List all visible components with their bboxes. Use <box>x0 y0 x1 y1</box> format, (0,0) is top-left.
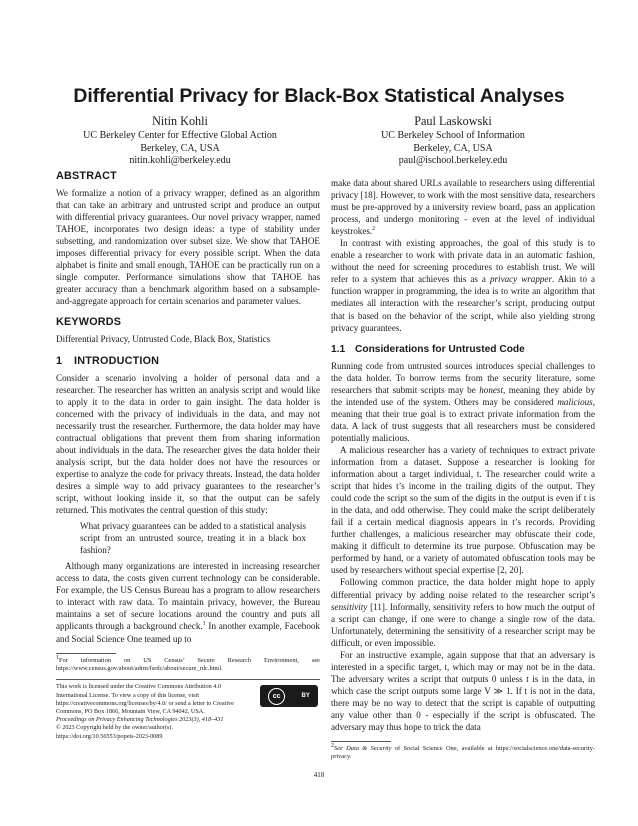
author-name: Paul Laskowski <box>414 114 492 128</box>
footnote-2 <box>331 742 596 762</box>
text-span: In contrast with existing approaches, the goal of this study is to enable a researcher to work with private data in an automatic fashion, without the need for screening procedures to establish trust. We will refer to a system that achieves this as a <box>331 238 595 285</box>
author-affiliation: UC Berkeley School of Information <box>381 130 525 141</box>
right-paragraph-6: For an instructive example, again suppose that that an adversary is interested in a specific target, t, which may or may not be in the data. The adversary writes a script that outputs 0 unless t is in the data, in which case the script outputs some large V ≫ 1. If t is not in the data, there may be no way to detect that the script is capable of outputting any value other than 0 - especially if the script is obfuscated. The adversary may thus hope to trick the data <box>331 649 595 733</box>
footnote-1 <box>56 654 320 674</box>
doi-link[interactable]: https://doi.org/10.56553/popets-2023-0089 <box>56 732 163 740</box>
text-span: Running code from untrusted sources introduces special challenges to the data holder. To borrow terms from the security literature, some researchers that submit scripts may be <box>331 360 595 395</box>
license-block <box>56 679 320 740</box>
right-paragraph-1-text: make data about shared URLs available to researchers using differential privacy [18]. However, to work with the most sensitive data, researchers must be pre-approved by a university review board, pass an application process, and undergo monitoring - even at the level of individual keystrokes. <box>331 178 595 237</box>
right-paragraph-1 <box>331 177 595 237</box>
author-block-2 <box>333 114 573 168</box>
right-column <box>331 177 595 762</box>
intro-paragraph-2 <box>56 560 320 644</box>
footnotes-left <box>56 653 320 674</box>
footnote-rule <box>56 653 116 654</box>
by-icon: BY <box>301 693 310 700</box>
author-name: Nitin Kohli <box>152 114 208 128</box>
intro-paragraph-2-text: Although many organizations are interested in increasing researcher access to data, the costs given current technology can be considerable. For example, the US Census Bureau has a program to allow researchers to interact with raw data. To maintain privacy, however, the Bureau maintains a set of secure locations around the country and puts all applicants through a background check. <box>56 561 320 632</box>
emphasis-term: honest <box>479 384 503 395</box>
text-span: , meaning that their true goal is to extract private information from the data. A lack of trust suggests that all researchers must be considered potentially malicious. <box>331 396 595 443</box>
paper-title: Differential Privacy for Black-Box Statistical Analyses <box>73 85 565 107</box>
text-span: , meaning they abide by the intended use of the system. Others may be considered <box>331 384 595 407</box>
author-email: paul@ischool.berkeley.edu <box>398 155 508 167</box>
keywords-text: Differential Privacy, Untrusted Code, Black Box, Statistics <box>56 334 271 345</box>
right-paragraph-2 <box>331 237 595 333</box>
text-span: [11]. Informally, sensitivity refers to how much the output of a script can change, if one were to change a single row of the data. Unfortunately, determining the sensitivity of a researcher script may be difficult, or even impossible. <box>331 601 595 648</box>
abstract-heading: ABSTRACT <box>56 170 117 182</box>
emphasis-term: privacy wrapper <box>489 274 553 285</box>
cc-icon: cc <box>268 688 285 705</box>
abstract-text: We formalize a notion of a privacy wrapper, defined as an algorithm that can take an arbitrary and untrusted script and produce an output with differential privacy guarantees. Our novel privacy wrapper, named TAHOE, incorporates two design ideas: a type of stability under subsetting, and randomization over subset size. We show that TAHOE imposes differential privacy for every possible script. When the data alphabet is finite and small enough, TAHOE can be practically run on a single computer. Performance simulations show that TAHOE has greater accuracy than a benchmark algorithm based on a subsample-and-aggregate approach for certain scenarios and parameter values. <box>56 188 320 307</box>
footnote-ref[interactable]: 1 <box>202 621 206 628</box>
central-question-quote: What privacy guarantees can be added to a statistical analysis script from an untrusted source, treating it in a black box fashion? <box>80 521 306 556</box>
copyright-line: © 2023 Copyright held by the owner/author(s). <box>56 724 173 732</box>
page-number: 418 <box>313 771 325 779</box>
keywords-heading: KEYWORDS <box>56 316 122 329</box>
right-paragraph-4: A malicious researcher has a variety of techniques to extract private information from a dataset. Suppose a researcher is looking for information about a target individual, t. The researcher could write a script that hides t’s income in the trailing digits of the output. They could code the script so the sum of the digits in the output is even if t is in the data, and odd otherwise. They could make the script deliberately fail if a certain medical diagnosis appears in t’s records. Providing further challenges, a malicious researcher may obfuscate their code, making it difficult to determine its true purpose. Obfuscation may be performed by hand, or a variety of automated obfuscation tools may be used by researchers without special expertise [2, 20]. <box>331 444 595 576</box>
footnote-rule <box>331 741 391 742</box>
license-text: This work is licensed under the Creative Commons Attribution 4.0 International License. To view a copy of this license, visit https://creativecommons.org/licenses/by/4.0/ or send a letter to Creative Commons, PO Box 1866, Mountain View, CA 94042, USA. <box>56 683 234 715</box>
subsection-number: 1.1 <box>331 343 346 355</box>
footnote-ref[interactable]: 2 <box>372 226 376 233</box>
subsection-heading <box>331 343 595 356</box>
section-title: INTRODUCTION <box>74 354 160 367</box>
author-email: nitin.kohli@berkeley.edu <box>129 155 231 167</box>
footnote-emphasis: See Data & Security <box>334 745 392 753</box>
footnotes-right <box>331 741 595 762</box>
cc-by-license-badge <box>260 685 318 707</box>
footnote-marker: 2 <box>331 742 334 749</box>
intro-paragraph-2-tail: In another example, Facebook and Social Science One teamed up to <box>56 621 320 644</box>
right-paragraph-3 <box>331 360 595 444</box>
emphasis-term: sensitivity <box>331 601 368 612</box>
author-block-1 <box>60 114 300 168</box>
text-span: . Akin to a function wrapper in programming, the idea is to write an algorithm that mediates all interaction with the researcher’s script, producing output that is based on the behavior of the script, while also yielding strong privacy guarantees. <box>331 274 595 333</box>
text-span: Following common practice, the data holder might hope to apply differential privacy by adding noise related to the researcher script’s <box>331 577 595 600</box>
author-location: Berkeley, CA, USA <box>413 142 493 154</box>
author-affiliation: UC Berkeley Center for Effective Global Action <box>83 130 277 141</box>
section-heading-introduction <box>56 355 320 368</box>
section-number: 1 <box>56 354 63 367</box>
left-column <box>56 170 320 741</box>
subsection-title: Considerations for Untrusted Code <box>355 343 525 355</box>
footnote-text: For information on US Census’ Secure Research Environment, see https://www.census.gov/about/adrm/fsrdc/about/secure_rdc.html. <box>56 656 320 672</box>
footnote-text: of Social Science One, available at https://socialscience.one/data-security-privacy. <box>331 745 596 761</box>
intro-paragraph-1: Consider a scenario involving a holder of personal data and a researcher. The researcher has written an analysis script and would like to apply it to the data in order to gain insight. The data holder is concerned with the privacy of individuals in the data, and may not necessarily trust the researcher. Furthermore, the data holder may have contractual obligations that prevent them from sharing information about individuals in the data. The researcher gives the data holder their analysis script, but the data holder does not have the resources or expertise to analyze the code for privacy threats. Instead, the data holder desires a simple way to add privacy guarantees to the researcher’s script, without looking inside it, so that the output can be safely returned. This motivates the central question of this study: <box>56 372 320 516</box>
author-location: Berkeley, CA, USA <box>140 142 220 154</box>
emphasis-term: malicious <box>557 396 593 407</box>
proceedings-line: Proceedings on Privacy Enhancing Technologies 2023(3), 418–431 <box>56 716 224 724</box>
right-paragraph-5 <box>331 576 595 648</box>
footnote-marker: 1 <box>56 654 59 661</box>
